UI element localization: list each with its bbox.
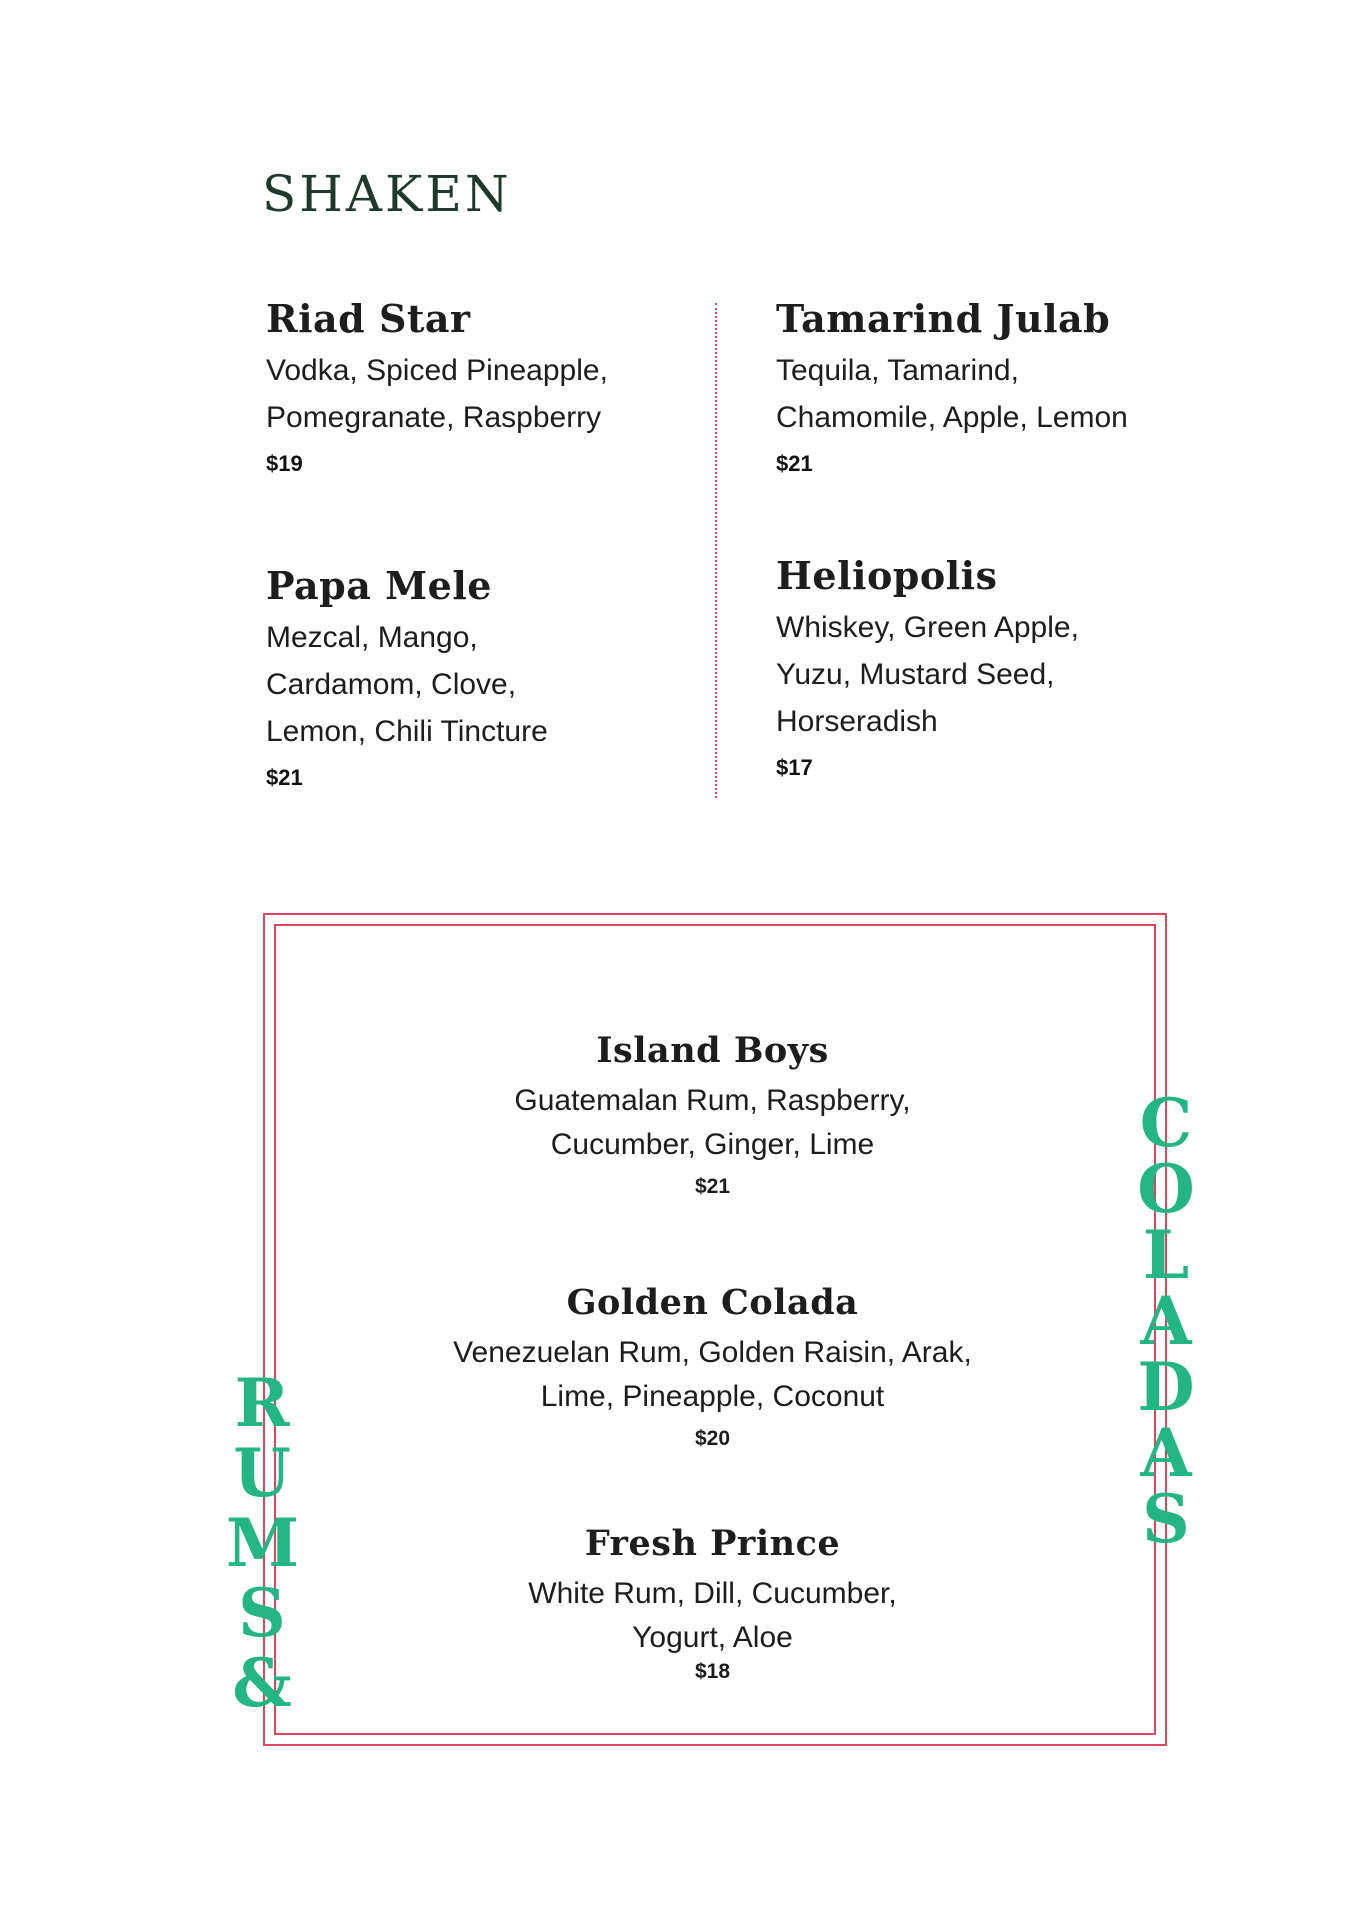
desc-line: Guatemalan Rum, Raspberry,	[514, 1084, 911, 1117]
menu-item-golden-colada	[400, 1282, 1025, 1451]
item-price: $21	[694, 1175, 731, 1198]
desc-line: Yuzu, Mustard Seed,	[776, 658, 1055, 691]
menu-item-fresh-prince	[400, 1523, 1025, 1684]
desc-line: Chamomile, Apple, Lemon	[776, 401, 1128, 434]
title-letter: S	[1142, 1480, 1190, 1558]
desc-line: Mezcal, Mango,	[266, 621, 478, 654]
menu-item-island-boys	[400, 1030, 1025, 1199]
title-letter: A	[1140, 1282, 1192, 1360]
item-price: $21	[776, 451, 813, 476]
section-title-rums	[226, 1364, 300, 1722]
title-letter: R	[234, 1364, 290, 1442]
menu-item-tamarind-julab	[776, 296, 1128, 477]
item-description	[266, 347, 608, 441]
item-description	[776, 347, 1128, 441]
item-price: $20	[694, 1427, 731, 1450]
title-letter: L	[1142, 1216, 1190, 1294]
menu-item-heliopolis	[776, 553, 1079, 781]
item-name: Heliopolis	[776, 553, 998, 598]
title-letter: &	[232, 1644, 292, 1722]
title-letter: U	[233, 1434, 291, 1512]
item-name: Riad Star	[266, 296, 471, 341]
title-letter: S	[238, 1574, 286, 1652]
desc-line: Horseradish	[776, 705, 938, 738]
menu-item-riad-star	[266, 296, 608, 477]
title-letter: A	[1140, 1414, 1192, 1492]
item-name: Fresh Prince	[584, 1523, 841, 1564]
menu-item-papa-mele	[266, 563, 548, 791]
item-description	[400, 1079, 1025, 1167]
item-description	[776, 604, 1079, 745]
item-price: $17	[776, 755, 813, 780]
title-letter: O	[1137, 1150, 1195, 1228]
item-description	[400, 1572, 1025, 1660]
item-name: Island Boys	[596, 1030, 829, 1071]
desc-line: Whiskey, Green Apple,	[776, 611, 1079, 644]
desc-line: Lime, Pineapple, Coconut	[540, 1380, 885, 1413]
section-title-coladas	[1128, 1084, 1204, 1558]
title-letter: D	[1137, 1348, 1195, 1426]
title-letter: M	[226, 1504, 300, 1582]
desc-line: Tequila, Tamarind,	[776, 354, 1019, 387]
item-price: $19	[266, 451, 303, 476]
item-name: Tamarind Julab	[776, 296, 1111, 341]
desc-line: Lemon, Chili Tincture	[266, 715, 548, 748]
item-name: Golden Colada	[566, 1282, 859, 1323]
item-description	[266, 614, 548, 755]
section-title-shaken: SHAKEN	[262, 165, 512, 223]
item-name: Papa Mele	[266, 563, 492, 608]
desc-line: Pomegranate, Raspberry	[266, 401, 602, 434]
desc-line: Yogurt, Aloe	[632, 1621, 793, 1654]
item-description	[400, 1331, 1025, 1419]
item-price: $18	[694, 1660, 731, 1683]
desc-line: Venezuelan Rum, Golden Raisin, Arak,	[453, 1336, 972, 1369]
desc-line: White Rum, Dill, Cucumber,	[528, 1577, 897, 1610]
title-letter: C	[1139, 1084, 1193, 1162]
desc-line: Cucumber, Ginger, Lime	[550, 1128, 875, 1161]
column-divider	[715, 303, 717, 798]
desc-line: Vodka, Spiced Pineapple,	[266, 354, 608, 387]
item-price: $21	[266, 765, 303, 790]
desc-line: Cardamom, Clove,	[266, 668, 517, 701]
